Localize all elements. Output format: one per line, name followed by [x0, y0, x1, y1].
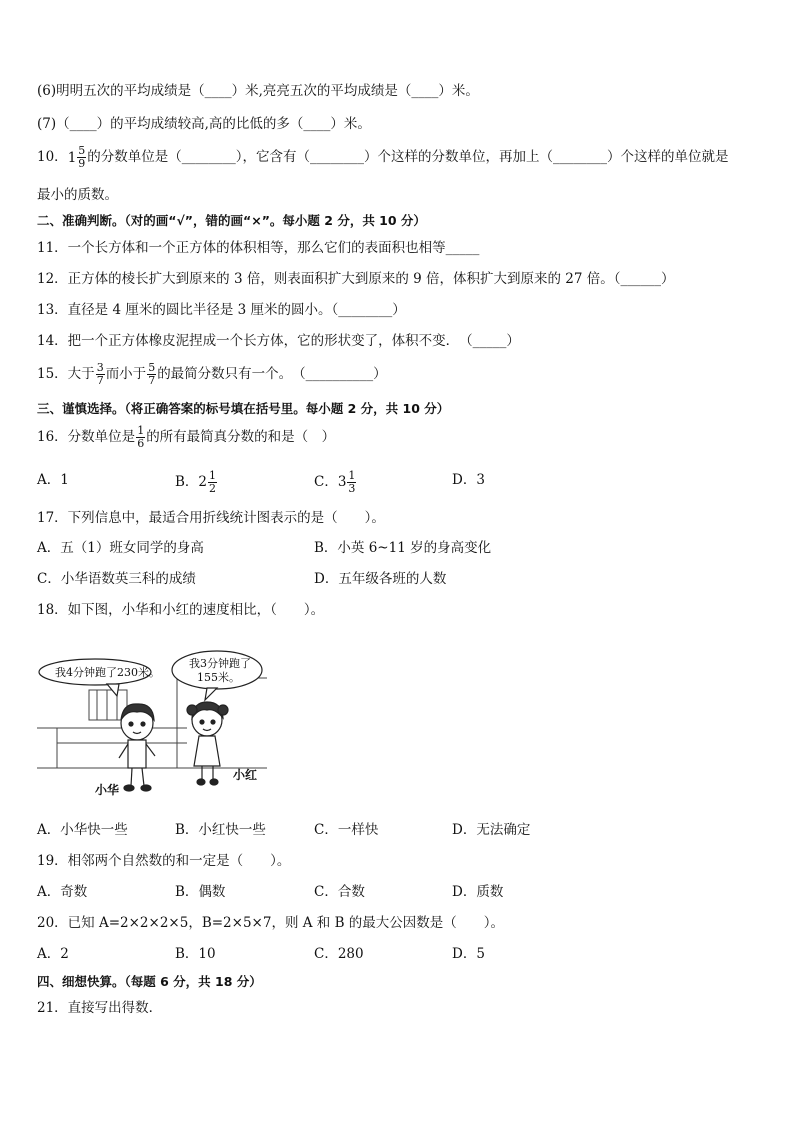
- q17-option-a: A．五（1）班女同学的身高: [37, 540, 204, 556]
- q19-option-a: A．奇数: [37, 884, 88, 900]
- question-7: (7)（____）的平均成绩较高,高的比低的多（____）米。: [37, 116, 371, 132]
- question-18: 18．如下图，小华和小红的速度相比，（ ）。: [37, 602, 325, 618]
- question-20: 20．已知 A=2×2×2×5，B=2×5×7，则 A 和 B 的最大公因数是（ ）。: [37, 915, 505, 931]
- q16-option-b: B．2 $\frac{1}{2}$: [175, 469, 217, 495]
- label-xiaohong: 小红: [233, 768, 258, 782]
- q17-option-d: D．五年级各班的人数: [314, 571, 447, 587]
- q16-option-c: C．3 $\frac{1}{3}$: [314, 469, 356, 495]
- question-17: 17．下列信息中，最适合用折线统计图表示的是（ ）。: [37, 510, 385, 526]
- question-15: 15．大于 $\frac{3}{7}$ 而小于 $\frac{5}{7}$ 的最简分数只有一个。 （__________）: [37, 361, 387, 387]
- q19-option-d: D．质数: [452, 884, 504, 900]
- q18-option-b: B．小红快一些: [175, 822, 266, 838]
- section-3-heading: 三、谨慎选择。（将正确答案的标号填在括号里。每小题 2 分，共 10 分）: [37, 401, 450, 416]
- q18-option-a: A．小华快一些: [37, 822, 128, 838]
- label-xiaohua: 小华: [95, 783, 120, 797]
- q19-option-c: C．合数: [314, 884, 365, 900]
- section-2-heading: 二、准确判断。（对的画“√”，错的画“×”。每小题 2 分，共 10 分）: [37, 213, 426, 228]
- q17-option-b: B．小英 6~11 岁的身高变化: [314, 540, 492, 556]
- question-13: 13．直径是 4 厘米的圆比半径是 3 厘米的圆小。（________）: [37, 302, 406, 318]
- q17-option-c: C．小华语数英三科的成绩: [37, 571, 196, 587]
- fraction: $\frac{5}{9}$: [78, 144, 86, 170]
- question-10-continued: 最小的质数。: [37, 187, 118, 203]
- question-19: 19．相邻两个自然数的和一定是（ ）。: [37, 853, 291, 869]
- fraction: $\frac{5}{7}$: [148, 361, 156, 387]
- question-16: 16．分数单位是 $\frac{1}{6}$ 的所有最简真分数的和是（ ）: [37, 424, 336, 450]
- q20-option-d: D．5: [452, 946, 485, 962]
- question-14: 14．把一个正方体橡皮泥捏成一个长方体，它的形状变了，体积不变． （_____）: [37, 333, 520, 349]
- question-12: 12．正方体的棱长扩大到原来的 3 倍，则表面积扩大到原来的 9 倍，体积扩大到原来的 27 倍。（______）: [37, 271, 675, 287]
- bubble-xiaohong-line2: 155米。: [197, 671, 240, 684]
- section-4-heading: 四、细想快算。（每题 6 分，共 18 分）: [37, 974, 262, 989]
- question-6: (6)明明五次的平均成绩是（____）米,亮亮五次的平均成绩是（____）米。: [37, 83, 479, 99]
- q19-option-b: B．偶数: [175, 884, 226, 900]
- bubble-xiaohong-line1: 我3分钟跑了: [189, 657, 251, 670]
- running-kids-illustration: [37, 648, 267, 808]
- q18-option-d: D．无法确定: [452, 822, 531, 838]
- fraction: $\frac{3}{7}$: [96, 361, 104, 387]
- q16-option-d: D．3: [452, 472, 485, 488]
- q20-option-b: B．10: [175, 946, 216, 962]
- question-10: 10．1 $\frac{5}{9}$ 的分数单位是（________），它含有（________）个这样的分数单位，再加上（________）个这样的单位就是: [37, 144, 729, 170]
- q20-option-a: A．2: [37, 946, 69, 962]
- question-11: 11．一个长方体和一个正方体的体积相等，那么它们的表面积也相等_____: [37, 240, 480, 256]
- q20-option-c: C．280: [314, 946, 364, 962]
- mixed-whole: 1: [67, 149, 77, 166]
- q18-option-c: C．一样快: [314, 822, 379, 838]
- q16-option-a: A．1: [37, 472, 69, 488]
- question-21: 21．直接写出得数．: [37, 1000, 163, 1016]
- bubble-xiaohua-text: 我4分钟跑了230米。: [55, 666, 160, 679]
- fraction: $\frac{1}{6}$: [137, 424, 145, 450]
